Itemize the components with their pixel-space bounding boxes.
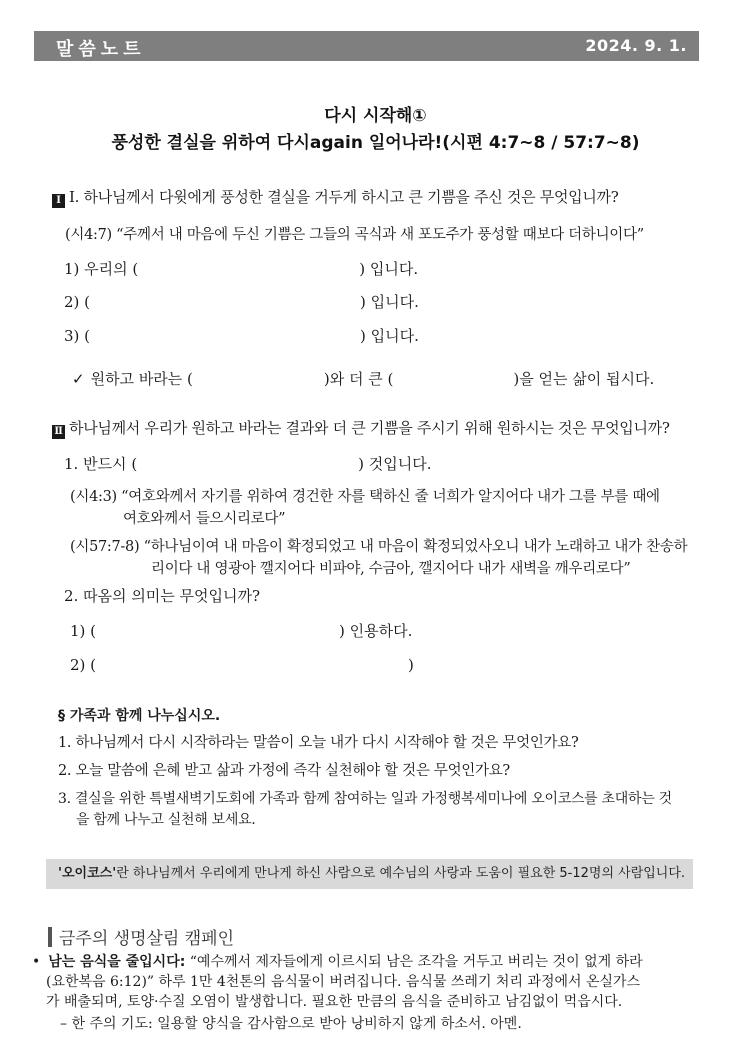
section1-item-3 bbox=[64, 326, 419, 346]
section2-item-1 bbox=[64, 454, 432, 474]
share-item-1: 1. 하나님께서 다시 시작하라는 말씀이 오늘 내가 다시 시작해야 할 것은 무엇인가요? bbox=[58, 735, 579, 751]
check-text-b: )와 더 큰 ( bbox=[323, 370, 394, 388]
check-icon: ✓ bbox=[72, 370, 85, 388]
item-prefix: 1. 반드시 ( bbox=[64, 455, 138, 473]
section2-verse2-line1: (시57:7-8) “하나님이여 내 마음이 확정되었고 내 마음이 확정되었사오니 내가 노래하고 내가 찬송하 bbox=[70, 539, 688, 555]
item-suffix: ) 인용하다. bbox=[339, 622, 413, 640]
section1-item-1 bbox=[64, 259, 418, 279]
item-prefix: 2) ( bbox=[70, 656, 97, 674]
campaign-line-1 bbox=[32, 953, 643, 972]
item-prefix: 1) 우리의 ( bbox=[64, 260, 139, 278]
sermon-subtitle: 풍성한 결실을 위하여 다시again 일어나라!(시편 4:7~8 / 57:7~8) bbox=[111, 133, 640, 153]
campaign-line-4: – 한 주의 기도: 일용할 양식을 감사함으로 받아 낭비하지 않게 하소서. 아멘. bbox=[60, 1016, 522, 1032]
header-date: 2024. 9. 1. bbox=[585, 36, 687, 55]
item-suffix: ) 입니다. bbox=[360, 293, 419, 311]
share-item-3: 3. 결실을 위한 특별새벽기도회에 가족과 함께 참여하는 일과 가정행복세미나에 오이코스를 초대하는 것 bbox=[58, 791, 672, 807]
campaign-text-1: “예수께서 제자들에게 이르시되 남은 조각을 거두고 버리는 것이 없게 하라 bbox=[185, 954, 643, 970]
bullet-icon: • bbox=[32, 954, 41, 970]
campaign-line-2: (요한복음 6:12)” 하루 1만 4천톤의 음식물이 버려집니다. 음식물 쓰레기 처리 과정에서 온실가스 bbox=[46, 974, 641, 990]
section1-question bbox=[52, 187, 618, 208]
section1-check-line bbox=[72, 369, 654, 389]
share-heading: § 가족과 함께 나누십시오. bbox=[58, 708, 221, 724]
item-prefix: 3) ( bbox=[64, 327, 91, 345]
section2-question-text: 하나님께서 우리가 원하고 바라는 결과와 더 큰 기쁨을 주시기 위해 원하시는 것은 무엇입니까? bbox=[69, 419, 670, 437]
section2-sub-2 bbox=[70, 655, 414, 675]
item-prefix: 2) ( bbox=[64, 293, 91, 311]
campaign-heading bbox=[48, 924, 234, 949]
callout-bold: '오이코스' bbox=[58, 866, 117, 881]
section1-question-text: I. 하나님께서 다윗에게 풍성한 결실을 거두게 하시고 큰 기쁨을 주신 것은 무엇입니까? bbox=[69, 188, 619, 206]
item-suffix: ) 입니다. bbox=[360, 327, 419, 345]
section2-verse2-line2: 리이다 내 영광아 깰지어다 비파야, 수금아, 깰지어다 내가 새벽을 깨우리로다” bbox=[151, 561, 631, 577]
item-suffix: ) bbox=[408, 656, 414, 674]
section2-sub-1 bbox=[70, 621, 412, 641]
item-suffix: ) 것입니다. bbox=[358, 455, 432, 473]
callout-text: 란 하나님께서 우리에게 만나게 하신 사람으로 예수님의 사랑과 도움이 필요한 5-12명의 사람입니다. bbox=[116, 866, 686, 881]
campaign-lead: 남는 음식을 줄입시다: bbox=[48, 954, 186, 970]
share-item-2: 2. 오늘 말씀에 은혜 받고 삶과 가정에 즉각 실천해야 할 것은 무엇인가요? bbox=[58, 763, 510, 779]
check-text-c: )을 얻는 삶이 됩시다. bbox=[513, 370, 655, 388]
item-suffix: ) 입니다. bbox=[359, 260, 419, 278]
campaign-heading-text: 금주의 생명살림 캠페인 bbox=[59, 929, 235, 949]
section1-verse: (시4:7) “주께서 내 마음에 두신 기쁨은 그들의 곡식과 새 포도주가 풍성할 때보다 더하니이다” bbox=[65, 227, 644, 243]
section2-question bbox=[52, 418, 670, 439]
section1-marker: Ⅰ bbox=[52, 194, 65, 208]
section1-item-2 bbox=[64, 292, 419, 312]
sermon-title: 다시 시작해① bbox=[324, 106, 427, 126]
oikos-callout bbox=[46, 859, 693, 889]
item-prefix: 1) ( bbox=[70, 622, 97, 640]
section2-marker: Ⅱ bbox=[52, 425, 65, 439]
check-text-a: 원하고 바라는 ( bbox=[90, 370, 193, 388]
section2-item-2: 2. 따옴의 의미는 무엇입니까? bbox=[64, 587, 261, 605]
share-item-3-cont: 을 함께 나누고 실천해 보세요. bbox=[76, 812, 256, 828]
header-title: 말씀노트 bbox=[56, 39, 146, 60]
header-bar bbox=[34, 31, 699, 61]
heading-bar bbox=[48, 927, 52, 947]
campaign-line-3: 가 배출되며, 토양·수질 오염이 발생합니다. 필요한 만큼의 음식을 준비하고 남김없이 먹읍시다. bbox=[46, 994, 623, 1010]
section2-verse1-line1: (시4:3) “여호와께서 자기를 위하여 경건한 자를 택하신 줄 너희가 알지어다 내가 그를 부를 때에 bbox=[70, 489, 660, 505]
section2-verse1-line2: 여호와께서 들으시리로다” bbox=[123, 511, 286, 527]
